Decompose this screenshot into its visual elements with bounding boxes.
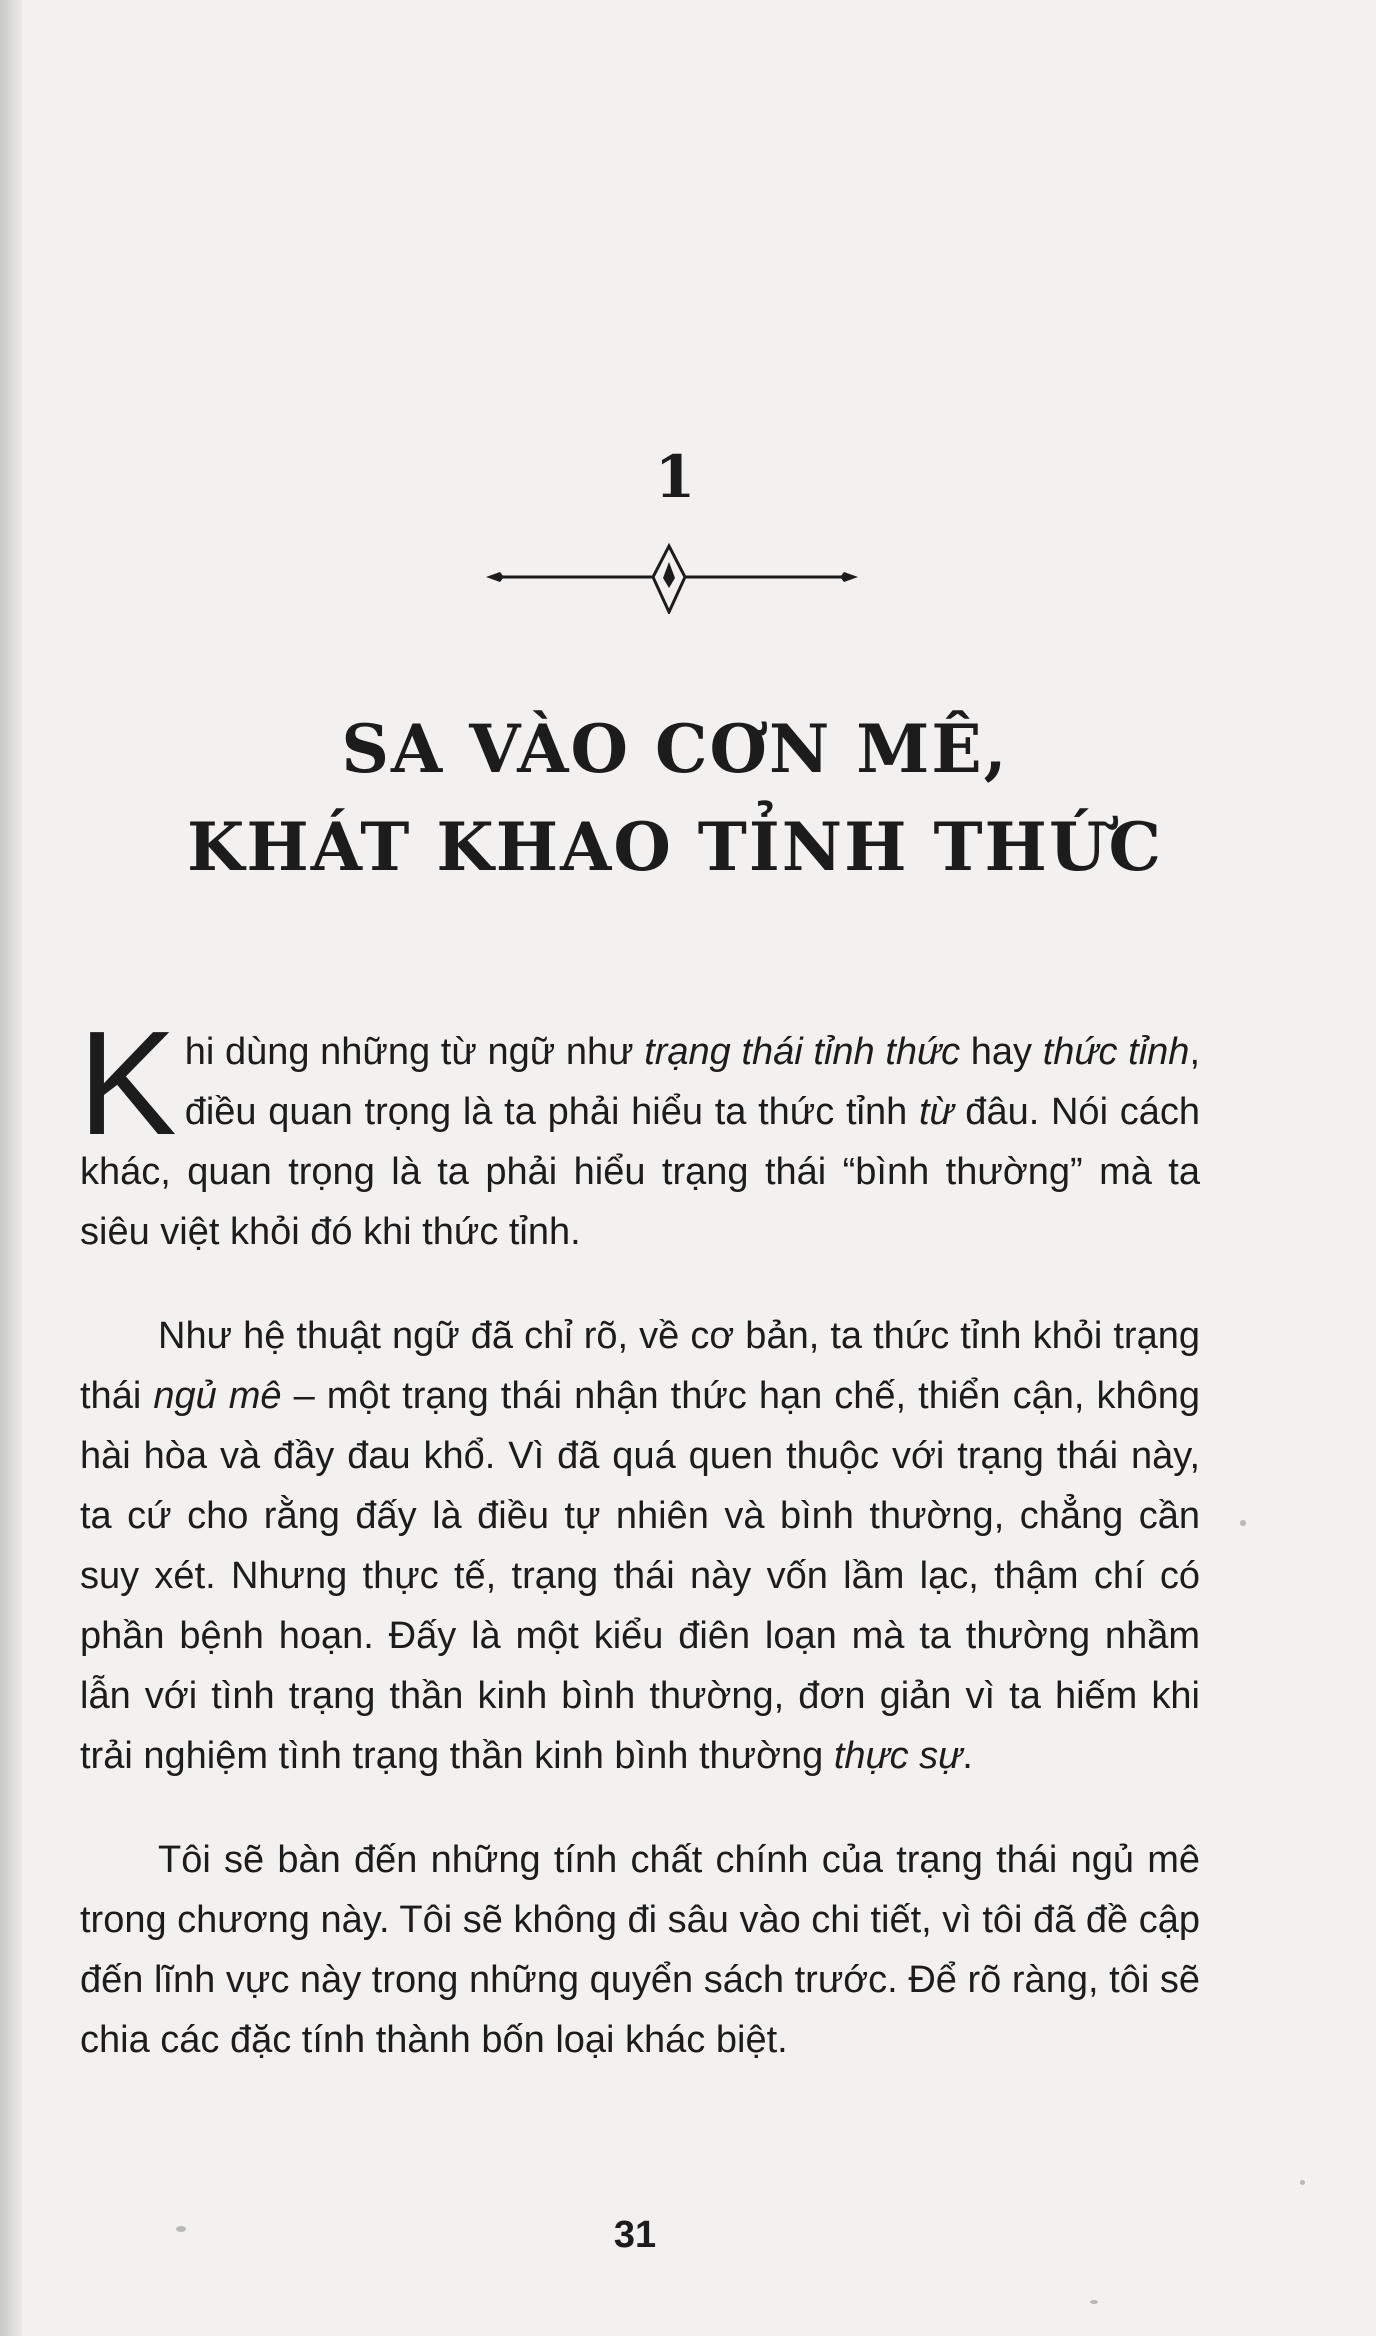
text-run: , điều quan trọng là ta phải hiểu ta thức tỉnh bbox=[184, 1031, 1200, 1133]
paragraph-2 bbox=[80, 1306, 1200, 1786]
chapter-title bbox=[0, 700, 1350, 896]
text-run: – một trạng thái nhận thức hạn chế, thiển cận, không hài hòa và đầy đau khổ. Vì đã quá quen thuộc với trạng thái này, ta cứ cho rằng đấy là điều tự nhiên và bình thường, chẳng cần suy xét. Nhưng thực tế, trạng thái này vốn lầm lạc, thậm chí có phần bệnh hoạn. Đấy là một kiểu điên loạn mà ta thường nhầm lẫn với tình trạng thần kinh bình thường, đơn giản vì ta hiếm khi trải nghiệm tình trạng thần kinh bình thường bbox=[80, 1375, 1200, 1777]
scan-speck bbox=[1090, 2300, 1098, 2304]
text-run: Như hệ thuật ngữ đã chỉ rõ, về cơ bản, ta thức tỉnh khỏi trạng thái bbox=[80, 1315, 1200, 1417]
scan-speck bbox=[1300, 2180, 1305, 2185]
page-edge-shadow bbox=[0, 0, 22, 2336]
page-number: 31 bbox=[613, 2214, 657, 2256]
text-run: hay bbox=[960, 1031, 1043, 1073]
ornament-right-tip bbox=[840, 572, 858, 582]
body-text bbox=[78, 1001, 1200, 2070]
italic-run: trạng thái tỉnh thức bbox=[644, 1031, 961, 1073]
italic-run: từ bbox=[918, 1091, 954, 1133]
text-run: Tôi sẽ bàn đến những tính chất chính của trạng thái ngủ mê trong chương này. Tôi sẽ không đi sâu vào chi tiết, vì tôi đã đề cập đến lĩnh vực này trong những quyển sách trước. Để rõ ràng, tôi sẽ chia các đặc tính thành bốn loại khác biệt. bbox=[80, 1839, 1200, 2061]
italic-run: ngủ mê bbox=[153, 1375, 282, 1417]
text-run: . bbox=[962, 1735, 973, 1777]
paragraph-3 bbox=[80, 1830, 1200, 2070]
paragraph-1 bbox=[78, 1001, 1200, 1262]
ornament-divider bbox=[486, 540, 858, 614]
scan-speck bbox=[1240, 1520, 1246, 1526]
text-run: hi dùng những từ ngữ như bbox=[184, 1031, 645, 1073]
italic-run: thức tỉnh bbox=[1042, 1031, 1190, 1073]
chapter-title-line-1: SA VÀO CƠN MÊ, bbox=[341, 710, 1009, 788]
scan-speck bbox=[176, 2226, 186, 2232]
italic-run: thực sự bbox=[833, 1735, 963, 1777]
dropcap: K bbox=[78, 1001, 177, 1166]
chapter-title-line-2: KHÁT KHAO TỈNH THỨC bbox=[186, 808, 1164, 886]
text-run: đâu. Nói cách khác, quan trọng là ta phải hiểu trạng thái “bình thường” mà ta siêu việt khỏi đó khi thức tỉnh. bbox=[80, 1091, 1200, 1253]
chapter-number: 1 bbox=[654, 443, 696, 511]
ornament-left-tip bbox=[486, 572, 504, 582]
